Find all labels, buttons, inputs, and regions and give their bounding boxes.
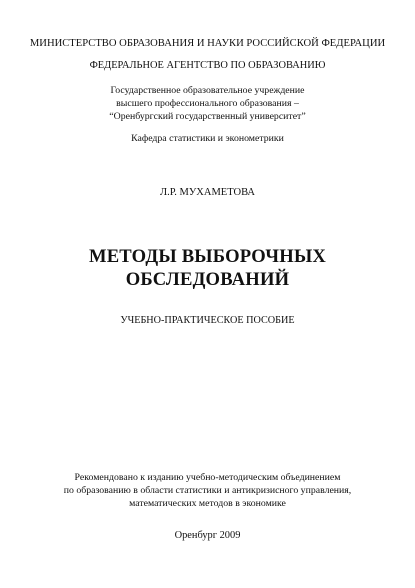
recommendation-line-2: по образованию в области статистики и антикризисного управления,	[63, 485, 352, 496]
recommendation-line-1: Рекомендовано к изданию учебно-методическим объединением	[74, 472, 341, 483]
department-line: Кафедра статистики и эконометрики	[131, 133, 284, 144]
city-year: Оренбург 2009	[174, 530, 241, 541]
ministry-line: МИНИСТЕРСТВО ОБРАЗОВАНИЯ И НАУКИ РОССИЙСКОЙ ФЕДЕРАЦИИ	[29, 38, 386, 49]
book-title-line-2: ОБСЛЕДОВАНИЙ	[125, 269, 290, 290]
institution-line-3: “Оренбургский государственный университет”	[109, 111, 306, 122]
institution-line-1: Государственное образовательное учреждение	[110, 85, 305, 96]
author-name: Л.Р. МУХАМЕТОВА	[160, 187, 255, 198]
book-title-line-1: МЕТОДЫ ВЫБОРОЧНЫХ	[88, 246, 327, 267]
agency-line: ФЕДЕРАЛЬНОЕ АГЕНТСТВО ПО ОБРАЗОВАНИЮ	[89, 60, 326, 71]
book-subtitle: УЧЕБНО-ПРАКТИЧЕСКОЕ ПОСОБИЕ	[120, 315, 295, 326]
institution-line-2: высшего профессионального образования –	[116, 98, 299, 109]
recommendation-line-3: математических методов в экономике	[129, 498, 286, 509]
